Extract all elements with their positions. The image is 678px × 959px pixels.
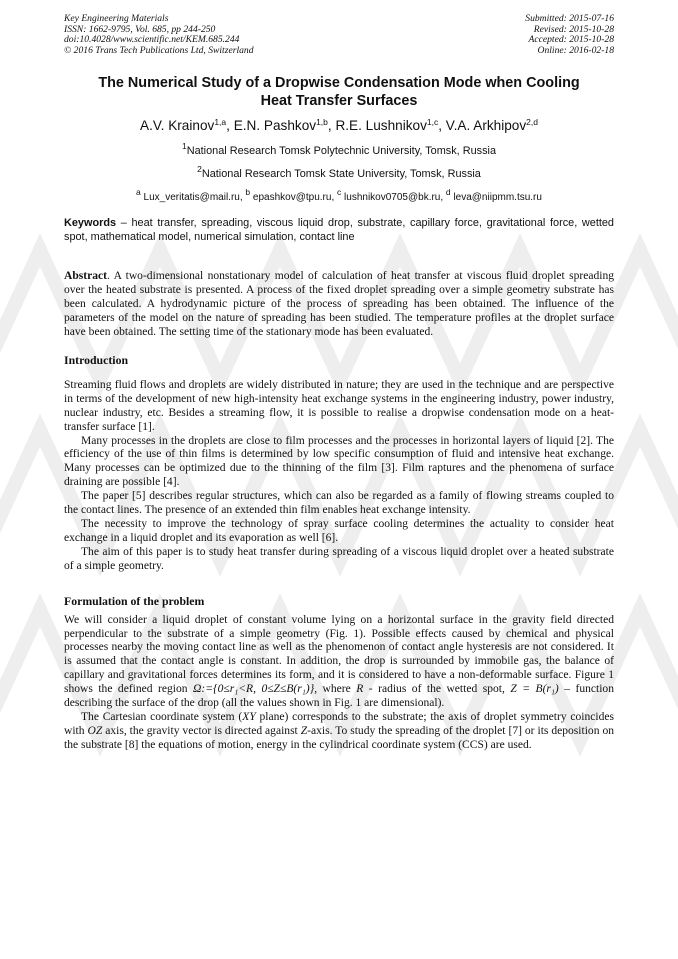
formulation-paragraph-2 xyxy=(64,711,614,753)
author-name: E.N. Pashkov xyxy=(233,118,317,134)
title-line-1: The Numerical Study of a Dropwise Condensation Mode when Cooling xyxy=(98,75,580,92)
date-accepted: Accepted: 2015-10-28 xyxy=(528,34,614,46)
author-1 xyxy=(140,118,234,133)
date-revised: Revised: 2015-10-28 xyxy=(533,23,614,35)
text-run: The Cartesian coordinate system ( xyxy=(81,710,243,723)
author-emails xyxy=(64,186,614,204)
journal-copyright: © 2016 Trans Tech Publications Ltd, Switzerland xyxy=(64,44,254,56)
date-submitted: Submitted: 2015-07-16 xyxy=(525,13,614,24)
author-sup: 1,b xyxy=(316,117,328,128)
author-sep: , xyxy=(327,118,336,134)
affiliation-text: National Research Tomsk State University, Tomsk, Russia xyxy=(201,168,481,181)
abstract xyxy=(64,270,614,340)
email-sup: d xyxy=(445,187,451,198)
journal-issn: ISSN: 1662-9795, Vol. 685, pp 244-250 xyxy=(64,23,216,35)
text-run: - radius of the wetted spot, xyxy=(363,683,511,696)
publication-dates xyxy=(525,14,614,56)
intro-paragraph-3: The paper [5] describes regular structures, which can also be regarded as a family of flowing streams coupled to the contact lines. The presence of an extended thin film enables heat exchange intensity. xyxy=(64,490,614,517)
author-3 xyxy=(335,118,445,133)
text-run: plane) corresponds to the substrate; the axis of droplet symmetry coincides with xyxy=(64,710,614,737)
math-var: Z xyxy=(300,724,308,737)
keywords xyxy=(64,217,614,244)
paper-page xyxy=(64,14,614,753)
journal-doi: doi:10.4028/www.scientific.net/KEM.685.244 xyxy=(64,34,240,46)
text-run: – function describing the surface of the drop (all the values shown in Fig. 1 are dimensional). xyxy=(64,683,614,710)
text-run: -axis. To study the spreading of the droplet [7] or its deposition on the substrate [8] the equations of motion, energy in the cylindrical coordinate system (CCS) are used. xyxy=(64,724,614,751)
math-var: XY xyxy=(242,710,256,723)
text-run: , where xyxy=(314,683,357,696)
intro-paragraph-2: Many processes in the droplets are close to film processes and the processes in horizontal layers of liquid [2]. The efficiency of the use of thin films is determined by low specific consumption of fluid and intensive heat exchange. Many processes can be optimized due to the thinning of the film [3]. Film raptures and the phenomena of surface draining are possible [4]. xyxy=(64,434,614,489)
abstract-text: . A two-dimensional nonstationary model of calculation of heat transfer at viscous fluid droplet spreading over the heated substrate is presented. A process of the fixed droplet spreading over a simple geometry substrate has been calculated. A hydrodynamic picture of the process of spreading has been obtained. The influence of the parameters of the model on the nature of spreading has been studied. The temperature profiles at the droplet surface have been obtained. The setting time of the stationary mode has been evaluated. xyxy=(64,270,614,338)
text-run: We will consider a liquid droplet of constant volume lying on a horizontal surface in the gravity field directed perpendicular to the substrate of a simple geometry (Fig. 1). Possible effects caused by chemical and physical processes nearby the moving contact line as well as the phenomenon of contact angle hysteresis are not considered. It is assumed that the contact angle is constant. In addition, the drop is surrounded by immobile gas, the balance of capillary and gravitational forces determines its form, and it is considered to have a non-deformable surface. Figure 1 shows the defined region xyxy=(64,613,614,696)
author-sep: , xyxy=(226,118,234,134)
abstract-label: Abstract xyxy=(64,270,107,283)
email-link[interactable]: Lux_veritatis@mail.ru, xyxy=(143,192,246,204)
author-sup: 2,d xyxy=(526,117,538,128)
keywords-label: Keywords xyxy=(64,217,117,230)
math-var: R xyxy=(356,683,364,696)
affiliation-text: National Research Tomsk Polytechnic University, Tomsk, Russia xyxy=(186,145,497,158)
email-link[interactable]: leva@niipmm.tsu.ru xyxy=(453,192,542,204)
affiliation-2 xyxy=(64,162,614,181)
paper-title xyxy=(64,74,614,110)
date-online: Online: 2016-02-18 xyxy=(537,44,614,56)
section-heading-introduction: Introduction xyxy=(64,352,129,367)
intro-paragraph-1: Streaming fluid flows and droplets are widely distributed in nature; they are used in the technique and are perspective in terms of the development of new high-intensity heat exchange systems in the engineering industry, power industry, nuclear industry, etc. Besides a streaming flow, it is possible to realise a dropwise condensation mode on a heat-transfer surface [1]. xyxy=(64,378,614,433)
author-sep: , xyxy=(438,118,446,134)
affiliation-1 xyxy=(64,139,614,158)
author-4 xyxy=(446,118,538,133)
affiliation-sup: 1 xyxy=(181,141,187,152)
math-region: Ω:={0≤r₁<R, 0≤Z≤B(r₁)} xyxy=(193,683,315,696)
formulation-paragraph-1 xyxy=(64,614,614,711)
journal-info xyxy=(64,14,254,56)
email-sup: c xyxy=(337,187,342,198)
email-link[interactable]: lushnikov0705@bk.ru, xyxy=(344,192,446,204)
math-var: OZ xyxy=(87,724,103,737)
affiliation-sup: 2 xyxy=(197,164,202,175)
author-sup: 1,c xyxy=(426,117,439,128)
title-line-2: Heat Transfer Surfaces xyxy=(260,93,418,110)
email-sup: a xyxy=(136,187,141,198)
journal-name: Key Engineering Materials xyxy=(64,13,169,24)
journal-header xyxy=(64,14,614,56)
author-sup: 1,a xyxy=(214,117,227,128)
email-sup: b xyxy=(245,187,251,198)
intro-paragraph-5: The aim of this paper is to study heat transfer during spreading of a viscous liquid droplet over a heated substrate of a simple geometry. xyxy=(64,545,614,572)
author-2 xyxy=(234,118,336,133)
email-link[interactable]: epashkov@tpu.ru, xyxy=(252,192,338,204)
author-name: V.A. Arkhipov xyxy=(445,118,527,134)
author-list xyxy=(64,113,614,135)
text-run: axis, the gravity vector is directed against xyxy=(102,724,301,737)
intro-paragraph-4: The necessity to improve the technology of spray surface cooling determines the actuality to consider heat exchange in a liquid droplet and its evaporation as well [6]. xyxy=(64,517,614,544)
author-name: R.E. Lushnikov xyxy=(335,118,427,134)
keywords-text: – heat transfer, spreading, viscous liquid drop, substrate, capillary force, gravitational force, wetted spot, mathematical model, numerical simulation, contact line xyxy=(64,217,614,243)
math-expr: Z = B(r₁) xyxy=(510,683,559,696)
section-heading-formulation: Formulation of the problem xyxy=(64,593,205,608)
author-name: A.V. Krainov xyxy=(140,118,215,134)
